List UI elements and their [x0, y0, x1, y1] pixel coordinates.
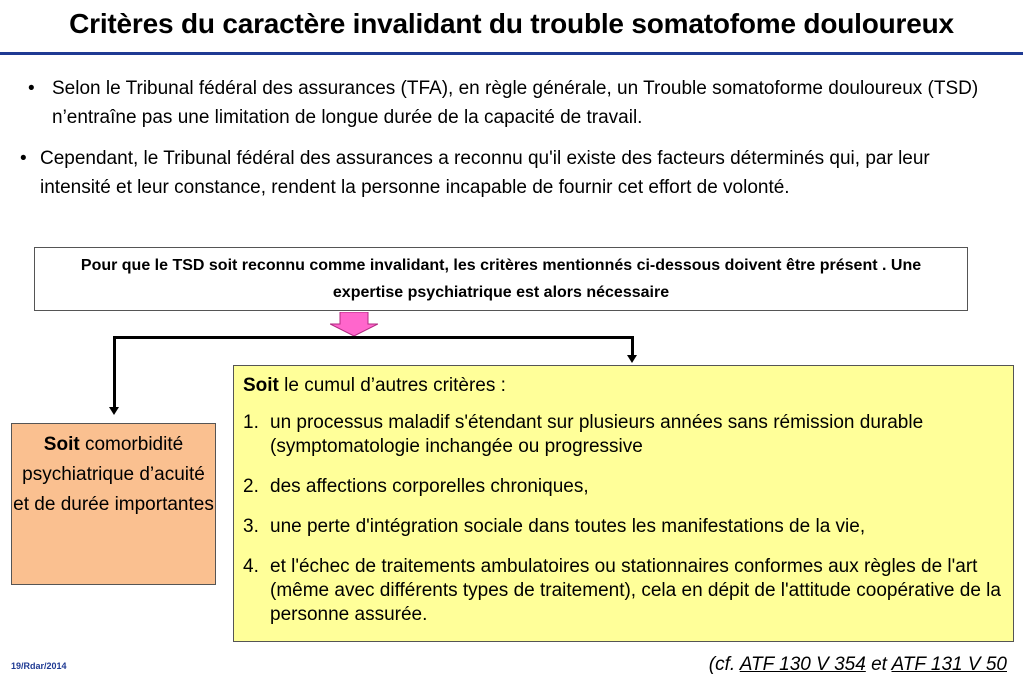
title-divider	[0, 52, 1023, 55]
bullet-item	[28, 74, 988, 132]
arrow-tip-icon	[109, 407, 119, 415]
bullet-item	[20, 144, 940, 202]
arrow-tip-icon	[627, 355, 637, 363]
list-item	[243, 475, 1003, 499]
slide-footer: 19/Rdar/2014	[11, 661, 67, 671]
list-text: un processus maladif s'étendant sur plusieurs années sans rémission durable (symptomatologie inchangée ou progressive	[270, 412, 924, 457]
left-box-bold: Soit	[43, 434, 80, 455]
list-text: des affections corporelles chroniques,	[270, 476, 589, 497]
list-text: une perte d'intégration sociale dans toutes les manifestations de la vie,	[270, 516, 866, 537]
criteria-head-text: le cumul d’autres critères :	[284, 375, 506, 396]
left-box-text: comorbidité psychiatrique d’acuité et de durée importantes	[13, 434, 214, 515]
requirement-text: Pour que le TSD soit reconnu comme invalidant, les critères mentionnés ci-dessous doivent être présent . Une expertise psychiatrique est alors nécessaire	[80, 257, 922, 301]
criteria-list	[243, 411, 1003, 627]
page-title: Critères du caractère invalidant du trouble somatofome douloureux	[69, 8, 954, 39]
connector-right	[631, 336, 634, 356]
bullet-dot: •	[28, 78, 35, 99]
connector-horizontal	[113, 336, 634, 339]
reference-link-1[interactable]: ATF 130 V 354	[739, 654, 866, 675]
list-number: 4.	[243, 556, 259, 577]
list-number: 3.	[243, 516, 259, 537]
criteria-bold: Soit	[243, 375, 279, 396]
connector-left	[113, 336, 116, 408]
list-text: et l'échec de traitements ambulatoires ou stationnaires conformes aux règles de l'art (même avec différents types de traitement), cela en dépit de l'attitude coopérative de la personne assurée.	[270, 556, 1001, 625]
list-number: 1.	[243, 412, 259, 433]
criteria-heading	[243, 374, 1003, 398]
list-item	[243, 555, 1003, 627]
criteria-box	[233, 365, 1014, 642]
reference-and: et	[871, 654, 887, 675]
list-number: 2.	[243, 476, 259, 497]
list-item	[243, 515, 1003, 539]
comorbidity-box	[11, 423, 216, 585]
list-item	[243, 411, 1003, 459]
reference-citation	[709, 654, 1007, 676]
reference-open: (cf.	[708, 654, 736, 675]
reference-link-2[interactable]: ATF 131 V 50	[891, 654, 1007, 675]
requirement-box	[34, 247, 968, 311]
bullet-text: Cependant, le Tribunal fédéral des assurances a reconnu qu'il existe des facteurs déterminés qui, par leur intensité et leur constance, rendent la personne incapable de fournir cet effort de volonté.	[40, 148, 930, 198]
bullet-dot: •	[20, 148, 27, 169]
down-arrow-icon	[330, 312, 378, 336]
bullet-text: Selon le Tribunal fédéral des assurances (TFA), en règle générale, un Trouble somatoforme douloureux (TSD) n’entraîne pas une limitation de longue durée de la capacité de travail.	[52, 78, 979, 128]
